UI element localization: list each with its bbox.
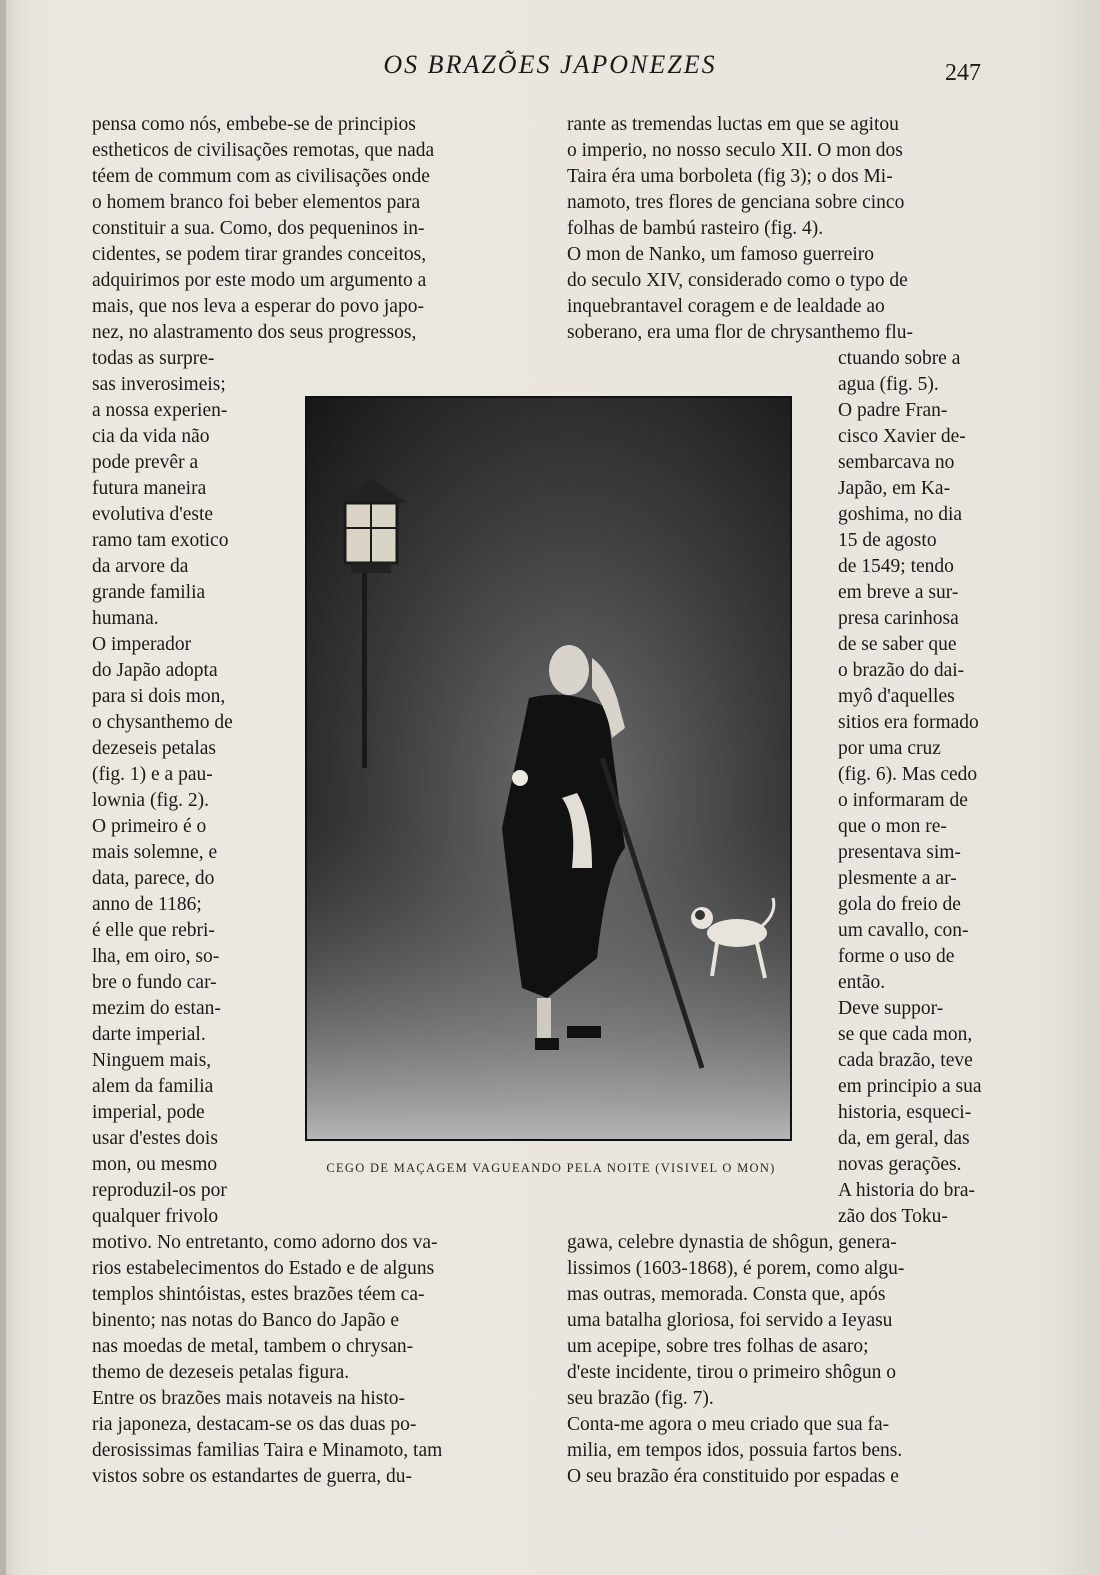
text-line: themo de dezeseis petalas figura. xyxy=(92,1362,350,1383)
text-line: é elle que rebri- xyxy=(92,920,215,941)
text-line: então. xyxy=(838,972,886,993)
text-line: em breve a sur- xyxy=(838,582,959,603)
text-line: (fig. 6). Mas cedo xyxy=(838,764,978,785)
text-line: O primeiro é o xyxy=(92,816,207,837)
text-line: O padre Fran- xyxy=(838,400,948,421)
text-line: constituir a sua. Como, dos pequeninos in- xyxy=(92,218,425,239)
text-line: mais, que nos leva a esperar do povo japo- xyxy=(92,296,424,317)
text-line: lha, em oiro, so- xyxy=(92,946,220,967)
text-line: nas moedas de metal, tambem o chrysan- xyxy=(92,1336,414,1357)
text-line: Deve suppor- xyxy=(838,998,944,1019)
left-column-bottom xyxy=(92,1230,525,1490)
text-line: de 1549; tendo xyxy=(838,556,954,577)
photograph-blind-masseur xyxy=(305,396,792,1141)
text-line: soberano, era uma flor de chrysanthemo flu- xyxy=(567,322,913,343)
text-line: pensa como nós, embebe-se de principios xyxy=(92,114,416,135)
text-line: novas gerações. xyxy=(838,1154,962,1175)
text-line: todas as surpre- xyxy=(92,348,215,369)
text-line: em principio a sua xyxy=(838,1076,982,1097)
text-line: de se saber que xyxy=(838,634,957,655)
text-line: qualquer frivolo xyxy=(92,1206,219,1227)
page-number: 247 xyxy=(945,60,981,86)
text-line: lissimos (1603-1868), é porem, como algu- xyxy=(567,1258,905,1279)
text-line: uma batalha gloriosa, foi servido a Ieyasu xyxy=(567,1310,893,1331)
text-line: d'este incidente, tirou o primeiro shôgun o xyxy=(567,1362,896,1383)
text-line: imperial, pode xyxy=(92,1102,205,1123)
photo-illustration xyxy=(307,398,790,1139)
text-line: humana. xyxy=(92,608,159,629)
page-binding-edge xyxy=(0,0,6,1575)
text-line: pode prevêr a xyxy=(92,452,199,473)
text-line: estheticos de civilisações remotas, que nada xyxy=(92,140,435,161)
left-narrow-lines xyxy=(92,346,256,1230)
right-column-top xyxy=(567,112,1007,346)
text-line: gola do freio de xyxy=(838,894,961,915)
text-line: o imperio, no nosso seculo XII. O mon dos xyxy=(567,140,903,161)
text-line: cidentes, se podem tirar grandes conceitos, xyxy=(92,244,427,265)
text-line: se que cada mon, xyxy=(838,1024,973,1045)
text-line: reproduzil-os por xyxy=(92,1180,227,1201)
text-line: seu brazão (fig. 7). xyxy=(567,1388,714,1409)
text-line: do Japão adopta xyxy=(92,660,218,681)
text-line: O mon de Nanko, um famoso guerreiro xyxy=(567,244,875,265)
text-line: inquebrantavel coragem e de lealdade ao xyxy=(567,296,885,317)
text-line: data, parece, do xyxy=(92,868,215,889)
text-line: folhas de bambú rasteiro (fig. 4). xyxy=(567,218,824,239)
text-line: ctuando sobre a xyxy=(838,348,961,369)
text-line: para si dois mon, xyxy=(92,686,226,707)
text-line: mezim do estan- xyxy=(92,998,221,1019)
text-line: vistos sobre os estandartes de guerra, du- xyxy=(92,1466,413,1487)
text-line: um cavallo, con- xyxy=(838,920,969,941)
text-line: Ninguem mais, xyxy=(92,1050,212,1071)
photo-caption: CEGO DE MAÇAGEM VAGUEANDO PELA NOITE (VISIVEL O MON) xyxy=(326,1161,776,1175)
text-line: derosissimas familias Taira e Minamoto, tam xyxy=(92,1440,443,1461)
text-line: sembarcava no xyxy=(838,452,955,473)
text-line: agua (fig. 5). xyxy=(838,374,939,395)
text-line: gawa, celebre dynastia de shôgun, genera- xyxy=(567,1232,897,1253)
text-line: binento; nas notas do Banco do Japão e xyxy=(92,1310,400,1331)
text-line: futura maneira xyxy=(92,478,207,499)
text-line: evolutiva d'este xyxy=(92,504,214,525)
text-line: forme o uso de xyxy=(838,946,955,967)
text-line: Taira éra uma borboleta (fig 3); o dos Mi- xyxy=(567,166,893,187)
left-column-narrow xyxy=(92,346,256,1230)
text-line: da, em geral, das xyxy=(838,1128,970,1149)
text-line: a nossa experien- xyxy=(92,400,228,421)
text-line: goshima, no dia xyxy=(838,504,963,525)
text-line: 15 de agosto xyxy=(838,530,937,551)
text-line: templos shintóistas, estes brazões téem ca- xyxy=(92,1284,425,1305)
text-line: presa carinhosa xyxy=(838,608,959,629)
text-line: o informaram de xyxy=(838,790,968,811)
text-line: sitios era formado xyxy=(838,712,979,733)
text-line: dezeseis petalas xyxy=(92,738,216,759)
text-line: zão dos Toku- xyxy=(838,1206,948,1227)
text-line: ria japoneza, destacam-se os das duas po- xyxy=(92,1414,417,1435)
text-line: myô d'aquelles xyxy=(838,686,955,707)
text-line: O seu brazão éra constituido por espadas e xyxy=(567,1466,899,1487)
text-line: do seculo XIV, considerado como o typo de xyxy=(567,270,908,291)
text-line: um acepipe, sobre tres folhas de asaro; xyxy=(567,1336,869,1357)
text-line: anno de 1186; xyxy=(92,894,202,915)
text-line: lownia (fig. 2). xyxy=(92,790,209,811)
text-line: presentava sim- xyxy=(838,842,961,863)
text-line: mas outras, memorada. Consta que, após xyxy=(567,1284,886,1305)
text-line: O imperador xyxy=(92,634,192,655)
text-line: mon, ou mesmo xyxy=(92,1154,218,1175)
text-line: adquirimos por este modo um argumento a xyxy=(92,270,427,291)
right-top-lines xyxy=(567,112,1007,346)
text-line: A historia do bra- xyxy=(838,1180,976,1201)
text-line: o chysanthemo de xyxy=(92,712,233,733)
text-line: milia, em tempos idos, possuia fartos bens. xyxy=(567,1440,903,1461)
text-line: plesmente a ar- xyxy=(838,868,957,889)
text-line: (fig. 1) e a pau- xyxy=(92,764,213,785)
text-line: historia, esqueci- xyxy=(838,1102,972,1123)
text-line: o homem branco foi beber elementos para xyxy=(92,192,421,213)
text-line: ramo tam exotico xyxy=(92,530,229,551)
text-line: Entre os brazões mais notaveis na histo- xyxy=(92,1388,405,1409)
text-line: bre o fundo car- xyxy=(92,972,217,993)
text-line: alem da familia xyxy=(92,1076,214,1097)
left-top-lines xyxy=(92,112,525,346)
right-column-bottom xyxy=(567,1230,1007,1490)
text-line: rante as tremendas luctas em que se agitou xyxy=(567,114,899,135)
text-line: por uma cruz xyxy=(838,738,941,759)
text-line: téem de commum com as civilisações onde xyxy=(92,166,430,187)
text-line: que o mon re- xyxy=(838,816,947,837)
text-line: da arvore da xyxy=(92,556,189,577)
text-line: Japão, em Ka- xyxy=(838,478,951,499)
text-line: motivo. No entretanto, como adorno dos va- xyxy=(92,1232,438,1253)
text-line: sas inverosimeis; xyxy=(92,374,226,395)
right-narrow-lines xyxy=(838,346,1007,1230)
text-line: cisco Xavier de- xyxy=(838,426,966,447)
left-column-top xyxy=(92,112,525,346)
text-line: o brazão do dai- xyxy=(838,660,965,681)
text-line: cia da vida não xyxy=(92,426,210,447)
text-line: nez, no alastramento dos seus progressos, xyxy=(92,322,417,343)
text-line: Conta-me agora o meu criado que sua fa- xyxy=(567,1414,890,1435)
running-header-title: OS BRAZÕES JAPONEZES xyxy=(383,50,717,79)
text-line: cada brazão, teve xyxy=(838,1050,973,1071)
text-line: mais solemne, e xyxy=(92,842,218,863)
left-bottom-lines xyxy=(92,1230,525,1490)
text-line: rios estabelecimentos do Estado e de alguns xyxy=(92,1258,435,1279)
text-line: namoto, tres flores de genciana sobre cinco xyxy=(567,192,905,213)
text-line: darte imperial. xyxy=(92,1024,206,1045)
right-column-narrow xyxy=(838,346,1007,1230)
text-line: usar d'estes dois xyxy=(92,1128,218,1149)
text-line: grande familia xyxy=(92,582,206,603)
right-bottom-lines xyxy=(567,1230,1007,1490)
